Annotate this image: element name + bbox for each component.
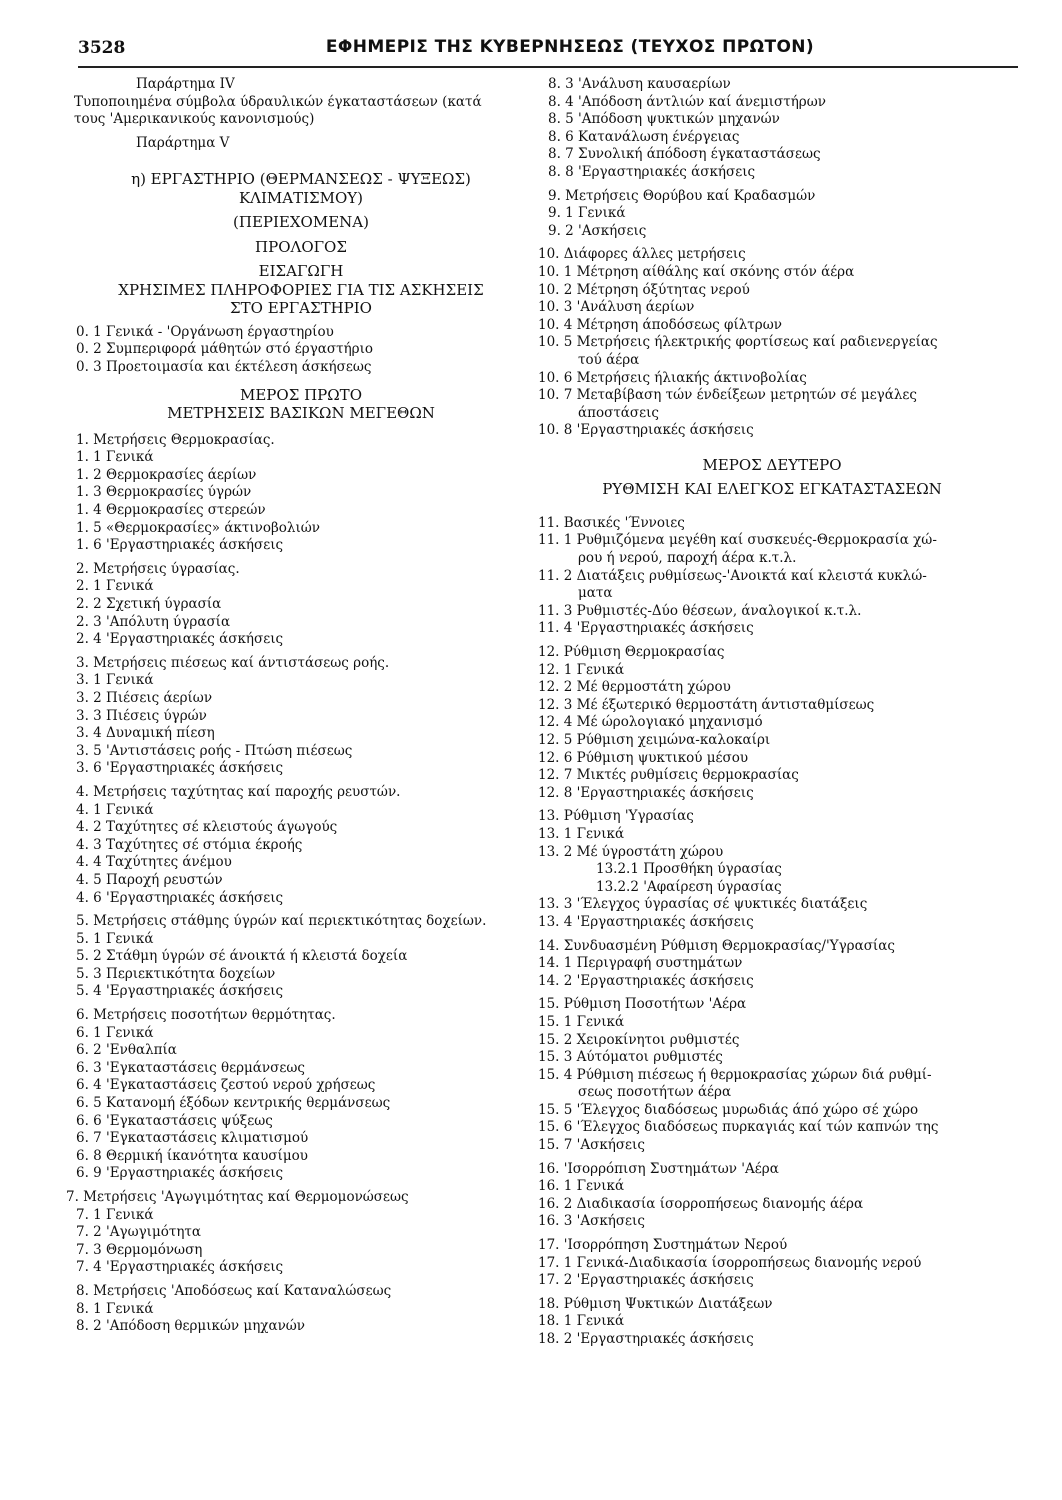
toc-entry: 4. 3 Ταχύτητες σέ στόμια έκροής bbox=[76, 836, 303, 853]
toc-section-8-continued bbox=[538, 76, 1006, 182]
toc-entry: 17. 'Ισορρόπηση Συστημάτων Νερού bbox=[538, 1237, 788, 1254]
page-header bbox=[78, 34, 1018, 64]
toc-entry: 1. 4 Θερμοκρασίες στερεών bbox=[76, 502, 266, 519]
toc-entry: 10. 6 Μετρήσεις ήλιακής άκτινοβολίας bbox=[538, 369, 807, 386]
toc-entry: 2. 3 'Απόλυτη ύγρασία bbox=[76, 613, 231, 630]
toc-entry: 18. 1 Γενικά bbox=[538, 1313, 625, 1330]
toc-entry: 15. 1 Γενικά bbox=[538, 1013, 625, 1030]
toc-entry: 6. 7 'Εγκαταστάσεις κλιματισμού bbox=[76, 1130, 309, 1147]
toc-entry: 3. 1 Γενικά bbox=[76, 672, 154, 689]
toc-section-11 bbox=[538, 515, 1006, 638]
toc-entry: 10. 1 Μέτρηση αίθάλης καί σκόνης στόν άέρα bbox=[538, 263, 855, 280]
toc-entry: 1. Μετρήσεις Θερμοκρασίας. bbox=[76, 431, 275, 448]
toc-entry: 4. 5 Παροχή ρευστών bbox=[76, 871, 223, 888]
toc-section-8 bbox=[66, 1283, 536, 1336]
toc-entry: 7. 3 Θερμομόνωση bbox=[76, 1241, 203, 1258]
useful-info-heading: ΧΡΗΣΙΜΕΣ ΠΛΗΡΟΦΟΡΙΕΣ ΓΙΑ ΤΙΣ ΑΣΚΗΣΕΙΣ bbox=[118, 280, 484, 299]
toc-entry: 6. 1 Γενικά bbox=[76, 1024, 154, 1041]
toc-section-17 bbox=[538, 1237, 1006, 1290]
toc-entry: 18. Ρύθμιση Ψυκτικών Διατάξεων bbox=[538, 1295, 773, 1312]
toc-entry: 13. 1 Γενικά bbox=[538, 825, 625, 842]
toc-entry-continuation: ματα bbox=[578, 585, 613, 602]
toc-entry: 11. Βασικές 'Έννοιες bbox=[538, 514, 685, 531]
toc-entry: 8. 7 Συνολική άπόδοση έγκαταστάσεως bbox=[548, 146, 821, 163]
toc-entry-continuation: σεως ποσοτήτων άέρα bbox=[578, 1084, 732, 1101]
toc-entry: 6. 2 'Ενθαλπία bbox=[76, 1042, 177, 1059]
toc-entry: 8. 5 'Απόδοση ψυκτικών μηχανών bbox=[548, 111, 780, 128]
right-column bbox=[538, 76, 1006, 1349]
toc-entry: 11. 4 'Εργαστηριακές άσκήσεις bbox=[538, 620, 754, 637]
toc-entry: 1. 5 «Θερμοκρασίες» άκτινοβολιών bbox=[76, 519, 320, 536]
toc-entry: 6. 8 Θερμική ίκανότητα καυσίμου bbox=[76, 1147, 308, 1164]
toc-entry: 12. 6 Ρύθμιση ψυκτικού μέσου bbox=[538, 749, 749, 766]
toc-entry: 9. 2 'Ασκήσεις bbox=[548, 222, 647, 239]
toc-entry: 10. Διάφορες άλλες μετρήσεις bbox=[538, 246, 746, 263]
toc-entry: 6. 3 'Εγκαταστάσεις θερμάνσεως bbox=[76, 1059, 305, 1076]
toc-section-5 bbox=[66, 913, 536, 1001]
toc-entry: 15. Ρύθμιση Ποσοτήτων 'Αέρα bbox=[538, 996, 747, 1013]
header-rule bbox=[78, 66, 1018, 68]
part-one-subtitle: ΜΕΤΡΗΣΕΙΣ ΒΑΣΙΚΩΝ ΜΕΓΕΘΩΝ bbox=[167, 404, 435, 423]
toc-entry: 3. 5 'Αντιστάσεις ροής - Πτώση πιέσεως bbox=[76, 742, 353, 759]
toc-entry: 4. 1 Γενικά bbox=[76, 801, 154, 818]
toc-entry: 0. 3 Προετοιμασία και έκτέλεση άσκήσεως bbox=[76, 359, 372, 376]
toc-entry: 12. Ρύθμιση Θερμοκρασίας bbox=[538, 644, 725, 661]
toc-entry: 2. 1 Γενικά bbox=[76, 578, 154, 595]
toc-entry: 11. 3 Ρυθμιστές-Δύο θέσεων, άναλογικοί κ.τ.λ. bbox=[538, 602, 862, 619]
left-column bbox=[66, 76, 536, 1336]
toc-entry-continuation: ρου ή νερού, παροχή άέρα κ.τ.λ. bbox=[578, 550, 797, 567]
appendix-iv-description: Τυποποιημένα σύμβολα ύδραυλικών έγκαταστάσεων (κατά bbox=[74, 93, 482, 110]
toc-entry: 5. 2 Στάθμη ύγρών σέ άνοικτά ή κλειστά δοχεία bbox=[76, 948, 408, 965]
section-title: ΚΛΙΜΑΤΙΣΜΟΥ) bbox=[238, 188, 364, 207]
toc-entry: 10. 8 'Εργαστηριακές άσκήσεις bbox=[538, 422, 754, 439]
toc-entry: 15. 2 Χειροκίνητοι ρυθμιστές bbox=[538, 1031, 740, 1048]
toc-entry: 5. 4 'Εργαστηριακές άσκήσεις bbox=[76, 983, 284, 1000]
toc-entry: 10. 3 'Ανάλυση άερίων bbox=[538, 299, 695, 316]
toc-entry: 10. 7 Μεταβίβαση τών ένδείξεων μετρητών σέ μεγάλες bbox=[538, 387, 917, 404]
toc-entry: 7. 2 'Αγωγιμότητα bbox=[76, 1224, 201, 1241]
toc-entry: 2. Μετρήσεις ύγρασίας. bbox=[76, 560, 240, 577]
toc-entry: 12. 5 Ρύθμιση χειμώνα-καλοκαίρι bbox=[538, 732, 771, 748]
toc-entry: 15. 3 Αύτόματοι ρυθμιστές bbox=[538, 1049, 723, 1066]
toc-section-6 bbox=[66, 1007, 536, 1183]
toc-entry: 9. 1 Γενικά bbox=[548, 205, 626, 222]
toc-entry: 8. 2 'Απόδοση θερμικών μηχανών bbox=[76, 1318, 306, 1335]
toc-entry: 5. 3 Περιεκτικότητα δοχείων bbox=[76, 965, 276, 982]
toc-entry: 1. 3 Θερμοκρασίες ύγρών bbox=[76, 484, 252, 501]
introduction-heading: ΕΙΣΑΓΩΓΗ bbox=[258, 262, 344, 281]
toc-entry: 4. Μετρήσεις ταχύτητας καί παροχής ρευστών. bbox=[76, 783, 401, 800]
toc-entry: 13. Ρύθμιση 'Υγρασίας bbox=[538, 808, 694, 825]
page-number: 3528 bbox=[78, 38, 126, 58]
toc-entry: 12. 7 Μικτές ρυθμίσεις θερμοκρασίας bbox=[538, 767, 799, 784]
toc-entry: 11. 1 Ρυθμιζόμενα μεγέθη καί συσκευές-Θερμοκρασία χώ- bbox=[538, 532, 937, 549]
toc-subentry: 13.2.1 Προσθήκη ύγρασίας bbox=[596, 861, 782, 878]
toc-entry: 10. 2 Μέτρηση όξύτητας νερού bbox=[538, 281, 750, 298]
toc-entry: 6. 5 Κατανομή έξόδων κεντρικής θερμάνσεως bbox=[76, 1095, 391, 1112]
toc-entry: 14. Συνδυασμένη Ρύθμιση Θερμοκρασίας/'Υγρασίας bbox=[538, 937, 895, 954]
toc-section-13 bbox=[538, 808, 1006, 931]
toc-entry: 1. 2 Θερμοκρασίες άερίων bbox=[76, 466, 257, 483]
toc-entry: 12. 3 Μέ έξωτερικό θερμοστάτη άντισταθμίσεως bbox=[538, 696, 875, 713]
running-title: ΕΦΗΜΕΡΙΣ ΤΗΣ ΚΥΒΕΡΝΗΣΕΩΣ (ΤΕΥΧΟΣ ΠΡΩΤΟΝ) bbox=[325, 37, 815, 57]
toc-entry: 3. Μετρήσεις πιέσεως καί άντιστάσεως ροής. bbox=[76, 654, 390, 671]
toc-entry: 14. 2 'Εργαστηριακές άσκήσεις bbox=[538, 972, 754, 989]
toc-section-9 bbox=[538, 188, 1006, 241]
toc-entry: 15. 4 Ρύθμιση πιέσεως ή θερμοκρασίας χώρων διά ρυθμί- bbox=[538, 1066, 932, 1083]
toc-entry: 10. 4 Μέτρηση άποδόσεως φίλτρων bbox=[538, 316, 782, 333]
toc-entry: 4. 2 Ταχύτητες σέ κλειστούς άγωγούς bbox=[76, 819, 338, 836]
toc-entry: 0. 1 Γενικά - 'Οργάνωση έργαστηρίου bbox=[76, 323, 334, 340]
toc-entry: 17. 1 Γενικά-Διαδικασία ίσορροπήσεως διανομής νερού bbox=[538, 1254, 922, 1271]
toc-section-3 bbox=[66, 655, 536, 778]
toc-entry: 3. 3 Πιέσεις ύγρών bbox=[76, 707, 207, 724]
toc-entry: 4. 6 'Εργαστηριακές άσκήσεις bbox=[76, 889, 284, 906]
toc-entry: 12. 4 Μέ ώρολογιακό μηχανισμό bbox=[538, 714, 763, 731]
toc-entry: 6. Μετρήσεις ποσοτήτων θερμότητας. bbox=[76, 1007, 336, 1024]
toc-entry: 7. 1 Γενικά bbox=[76, 1206, 154, 1223]
toc-entry-continuation: άποστάσεις bbox=[578, 404, 659, 421]
part-two-subtitle: ΡΥΘΜΙΣΗ ΚΑΙ ΕΛΕΓΚΟΣ ΕΓΚΑΤΑΣΤΑΣΕΩΝ bbox=[602, 480, 942, 499]
toc-entry: 17. 2 'Εργαστηριακές άσκήσεις bbox=[538, 1272, 754, 1289]
toc-section-12 bbox=[538, 644, 1006, 802]
prologue-heading: ΠΡΟΛΟΓΟΣ bbox=[255, 237, 347, 256]
toc-entry: 16. 'Ισορρόπιση Συστημάτων 'Αέρα bbox=[538, 1160, 779, 1177]
toc-entry: 5. 1 Γενικά bbox=[76, 930, 154, 947]
toc-entry: 11. 2 Διατάξεις ρυθμίσεως-'Ανοικτά καί κλειστά κυκλώ- bbox=[538, 567, 927, 584]
toc-entry: 15. 7 'Ασκήσεις bbox=[538, 1137, 645, 1154]
toc-entry: 15. 5 'Έλεγχος διαδόσεως μυρωδιάς άπό χώρο σέ χώρο bbox=[538, 1101, 919, 1118]
toc-entry: 6. 9 'Εργαστηριακές άσκήσεις bbox=[76, 1165, 284, 1182]
toc-entry: 8. 1 Γενικά bbox=[76, 1300, 154, 1317]
toc-section-14 bbox=[538, 938, 1006, 991]
toc-entry: 9. Μετρήσεις Θορύβου καί Κραδασμών bbox=[548, 187, 816, 204]
toc-entry: 13. 2 Μέ ύγροστάτη χώρου bbox=[538, 843, 724, 860]
contents-heading: (ΠΕΡΙΕΧΟΜΕΝΑ) bbox=[233, 213, 369, 232]
toc-entry: 8. 6 Κατανάλωση ένέργειας bbox=[548, 128, 740, 145]
toc-entry: 7. Μετρήσεις 'Αγωγιμότητας καί Θερμομονώσεως bbox=[66, 1189, 409, 1205]
toc-section-2 bbox=[66, 561, 536, 649]
toc-section-1 bbox=[66, 432, 536, 555]
toc-entry: 2. 4 'Εργαστηριακές άσκήσεις bbox=[76, 631, 284, 648]
toc-entry: 13. 4 'Εργαστηριακές άσκήσεις bbox=[538, 913, 754, 930]
toc-entry: 12. 8 'Εργαστηριακές άσκήσεις bbox=[538, 784, 754, 801]
toc-entry: 3. 4 Δυναμική πίεση bbox=[76, 725, 215, 742]
toc-section-15 bbox=[538, 996, 1006, 1154]
toc-entry: 2. 2 Σχετική ύγρασία bbox=[76, 596, 222, 612]
toc-subentry: 13.2.2 'Αφαίρεση ύγρασίας bbox=[596, 878, 782, 895]
toc-entry: 3. 2 Πιέσεις άερίων bbox=[76, 689, 213, 706]
toc-entry: 18. 2 'Εργαστηριακές άσκήσεις bbox=[538, 1331, 754, 1347]
toc-section-7 bbox=[66, 1189, 536, 1277]
toc-entry-continuation: τού άέρα bbox=[578, 351, 640, 368]
toc-entry: 12. 1 Γενικά bbox=[538, 661, 625, 678]
toc-entry: 4. 4 Ταχύτητες άνέμου bbox=[76, 854, 232, 871]
appendix-iv-description: τους 'Αμερικανικούς κανονισμούς) bbox=[74, 111, 315, 128]
toc-entry: 10. 5 Μετρήσεις ήλεκτρικής φορτίσεως καί ραδιενεργείας bbox=[538, 334, 938, 351]
toc-section-4 bbox=[66, 784, 536, 907]
toc-section-10 bbox=[538, 246, 1006, 440]
part-one-heading: ΜΕΡΟΣ ΠΡΩΤΟ bbox=[240, 385, 362, 404]
toc-entry: 1. 6 'Εργαστηριακές άσκήσεις bbox=[76, 537, 284, 554]
toc-entry: 15. 6 'Έλεγχος διαδόσεως πυρκαγιάς καί τών καπνών της bbox=[538, 1119, 939, 1136]
toc-entry: 8. 8 'Εργαστηριακές άσκήσεις bbox=[548, 163, 756, 180]
toc-entry: 7. 4 'Εργαστηριακές άσκήσεις bbox=[76, 1259, 284, 1276]
useful-info-heading: ΣΤΟ ΕΡΓΑΣΤΗΡΙΟ bbox=[230, 299, 372, 318]
toc-section-18 bbox=[538, 1296, 1006, 1349]
toc-entry: 5. Μετρήσεις στάθμης ύγρών καί περιεκτικότητας δοχείων. bbox=[76, 913, 487, 930]
toc-entry: 1. 1 Γενικά bbox=[76, 449, 154, 466]
appendix-iv-heading: Παράρτημα IV bbox=[136, 76, 235, 92]
toc-section-16 bbox=[538, 1161, 1006, 1231]
toc-entry: 3. 6 'Εργαστηριακές άσκήσεις bbox=[76, 760, 284, 777]
section-title: η) ΕΡΓΑΣΤΗΡΙΟ (ΘΕΡΜΑΝΣΕΩΣ - ΨΥΞΕΩΣ) bbox=[131, 170, 471, 189]
toc-entry: 16. 2 Διαδικασία ίσορροπήσεως διανομής άέρα bbox=[538, 1195, 864, 1212]
toc-entry: 8. 4 'Απόδοση άντλιών καί άνεμιστήρων bbox=[548, 93, 826, 110]
toc-entry: 8. 3 'Ανάλυση καυσαερίων bbox=[548, 76, 731, 92]
toc-entry: 13. 3 'Έλεγχος ύγρασίας σέ ψυκτικές διατάξεις bbox=[538, 896, 868, 913]
appendix-v-heading: Παράρτημα V bbox=[136, 134, 230, 151]
toc-entry: 16. 1 Γενικά bbox=[538, 1178, 625, 1195]
toc-entry: 0. 2 Συμπεριφορά μάθητών στό έργαστήριο bbox=[76, 341, 374, 358]
toc-entry: 12. 2 Μέ θερμοστάτη χώρου bbox=[538, 679, 731, 696]
toc-entry: 6. 6 'Εγκαταστάσεις ψύξεως bbox=[76, 1112, 273, 1129]
toc-entry: 6. 4 'Εγκαταστάσεις ζεστού νερού χρήσεως bbox=[76, 1077, 376, 1094]
toc-entry: 14. 1 Περιγραφή συστημάτων bbox=[538, 955, 743, 972]
toc-entry: 8. Μετρήσεις 'Αποδόσεως καί Καταναλώσεως bbox=[76, 1282, 392, 1299]
toc-entry: 16. 3 'Ασκήσεις bbox=[538, 1213, 645, 1230]
part-two-heading: ΜΕΡΟΣ ΔΕΥΤΕΡΟ bbox=[702, 455, 842, 474]
